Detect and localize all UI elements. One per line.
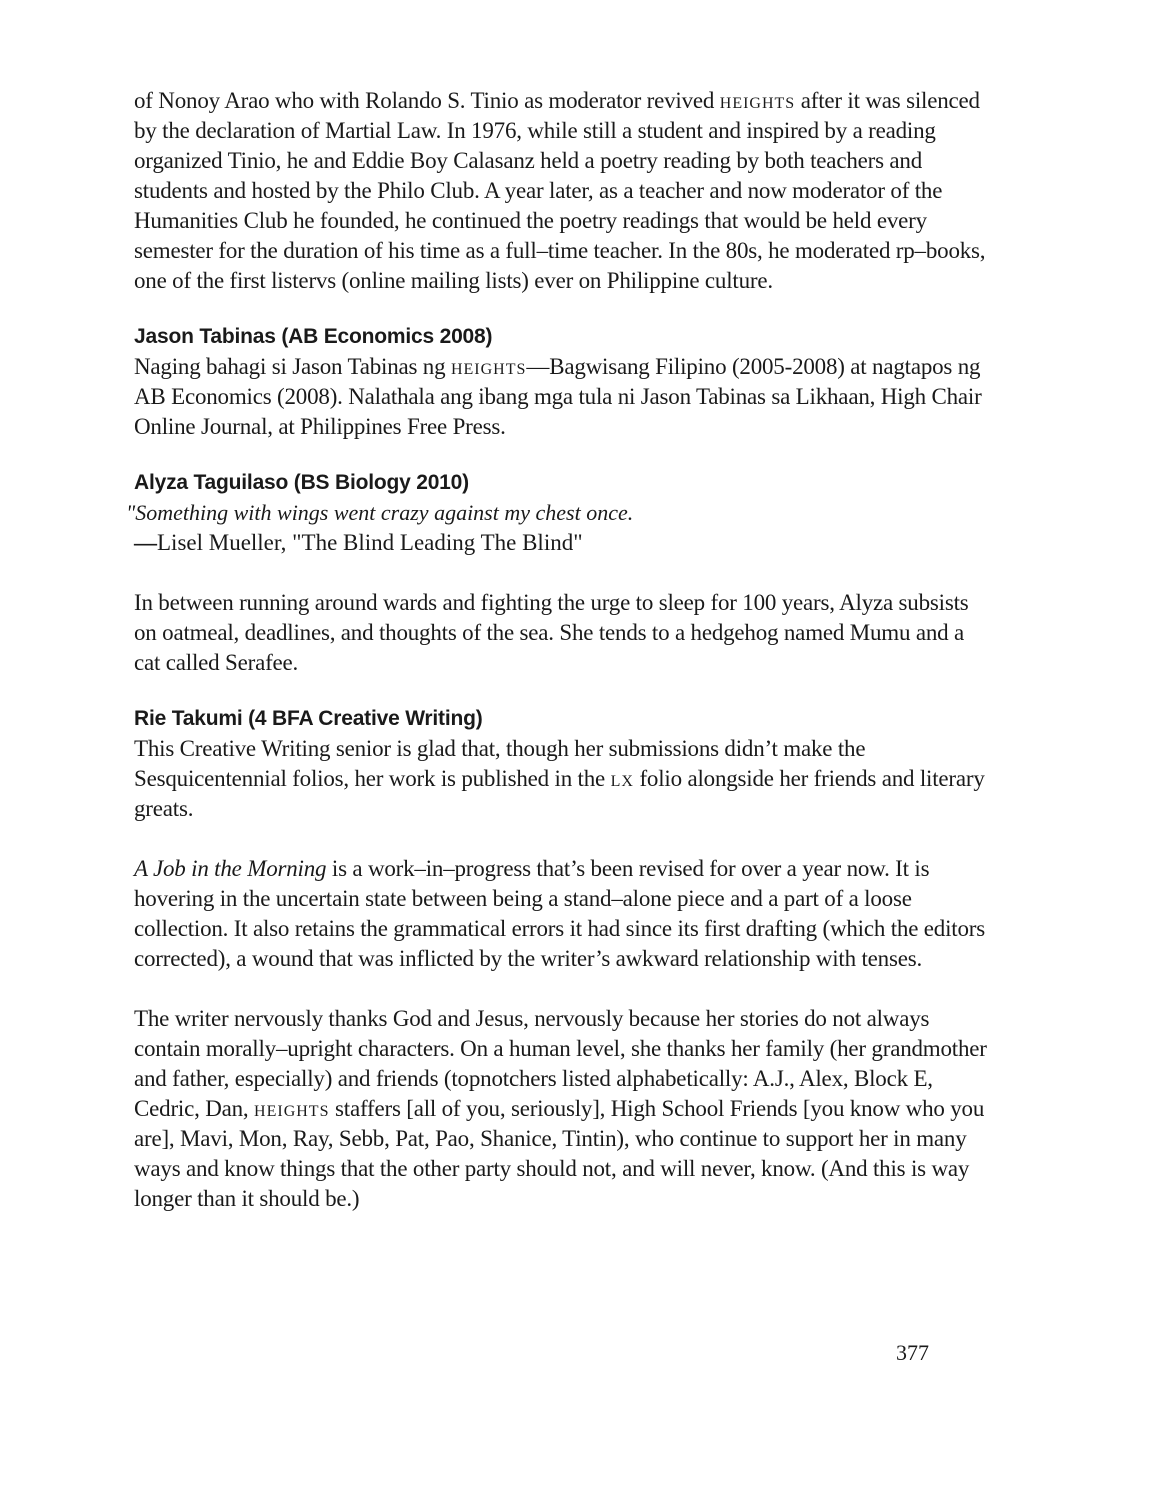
lx-smallcaps: lx xyxy=(610,766,634,791)
tabinas-bio xyxy=(134,352,992,442)
takumi-bio-para-1 xyxy=(134,734,992,824)
heights-smallcaps: heights xyxy=(450,354,527,379)
taguilaso-bio: In between running around wards and fighting the urge to sleep for 100 years, Alyza subsists on oatmeal, deadlines, and thoughts of the sea. She tends to a hedgehog named Mumu and a cat called Serafee. xyxy=(134,590,969,675)
attribution-dash: — xyxy=(134,530,157,555)
contributor-heading-taguilaso: Alyza Taguilaso (BS Biology 2010) xyxy=(134,471,469,494)
epigraph-attribution xyxy=(134,528,992,558)
tabinas-text-2: —Bagwisang Filipino (2005-2008) at nagtapos ng AB Economics (2008). Nalathala ang ibang mga tula ni Jason Tabinas sa Likhaan, High Chair Online Journal, at Philippines Free Press. xyxy=(134,354,982,439)
takumi-p1-text-1: This Creative Writing senior is glad that, though her submissions didn’t make the Sesquicentennial folios, her work is published in the xyxy=(134,736,866,791)
intro-text-2: after it was silenced by the declaration of Martial Law. In 1976, while still a student and inspired by a reading organized Tinio, he and Eddie Boy Calasanz held a poetry reading by both teachers and students and hosted by the Philo Club. A year later, as a teacher and now moderator of the Humanities Club he founded, he continued the poetry readings that would be held every semester for the duration of his time as a full–time teacher. In the 80s, he moderated rp–books, one of the first listervs (online mailing lists) ever on Philippine culture. xyxy=(134,88,986,293)
heights-smallcaps: heights xyxy=(254,1096,330,1121)
takumi-p3-text-2: staffers [all of you, seriously], High School Friends [you know who you are], Mavi, Mon, Ray, Sebb, Pat, Pao, Shanice, Tintin), who continue to support her in many ways and know things that the other party should not, and will never, know. (And this is way longer than it should be.) xyxy=(134,1096,985,1211)
contributor-heading-takumi: Rie Takumi (4 BFA Creative Writing) xyxy=(134,707,483,730)
tabinas-text-1: Naging bahagi si Jason Tabinas ng xyxy=(134,354,451,379)
takumi-bio-para-3 xyxy=(134,1004,992,1214)
intro-text-1: of Nonoy Arao who with Rolando S. Tinio as moderator revived xyxy=(134,88,720,113)
story-title: A Job in the Morning xyxy=(134,856,327,881)
attribution-text: Lisel Mueller, "The Blind Leading The Blind" xyxy=(157,530,583,555)
takumi-p1-text-2: folio alongside her friends and literary greats. xyxy=(134,766,985,821)
epigraph-text: "Something with wings went crazy against my chest once. xyxy=(126,500,634,525)
takumi-p3-text-1: The writer nervously thanks God and Jesus, nervously because her stories do not always contain morally–upright characters. On a human level, she thanks her family (her grandmother and father, especially) and friends (topnotchers listed alphabetically: A.J., Alex, Block E, Cedric, Dan, xyxy=(134,1006,987,1121)
intro-paragraph xyxy=(134,86,992,296)
page-content xyxy=(126,86,992,1214)
takumi-p2-text: is a work–in–progress that’s been revised for over a year now. It is hovering in the uncertain state between being a stand–alone piece and a part of a loose collection. It also retains the grammatical errors it had since its first drafting (which the editors corrected), a wound that was inflicted by the writer’s awkward relationship with tenses. xyxy=(134,856,985,971)
takumi-bio-para-2 xyxy=(134,854,992,974)
contributor-heading-tabinas: Jason Tabinas (AB Economics 2008) xyxy=(134,325,493,348)
epigraph-quote xyxy=(126,498,992,528)
page-number: 377 xyxy=(896,1340,929,1365)
heights-smallcaps: heights xyxy=(719,88,796,113)
